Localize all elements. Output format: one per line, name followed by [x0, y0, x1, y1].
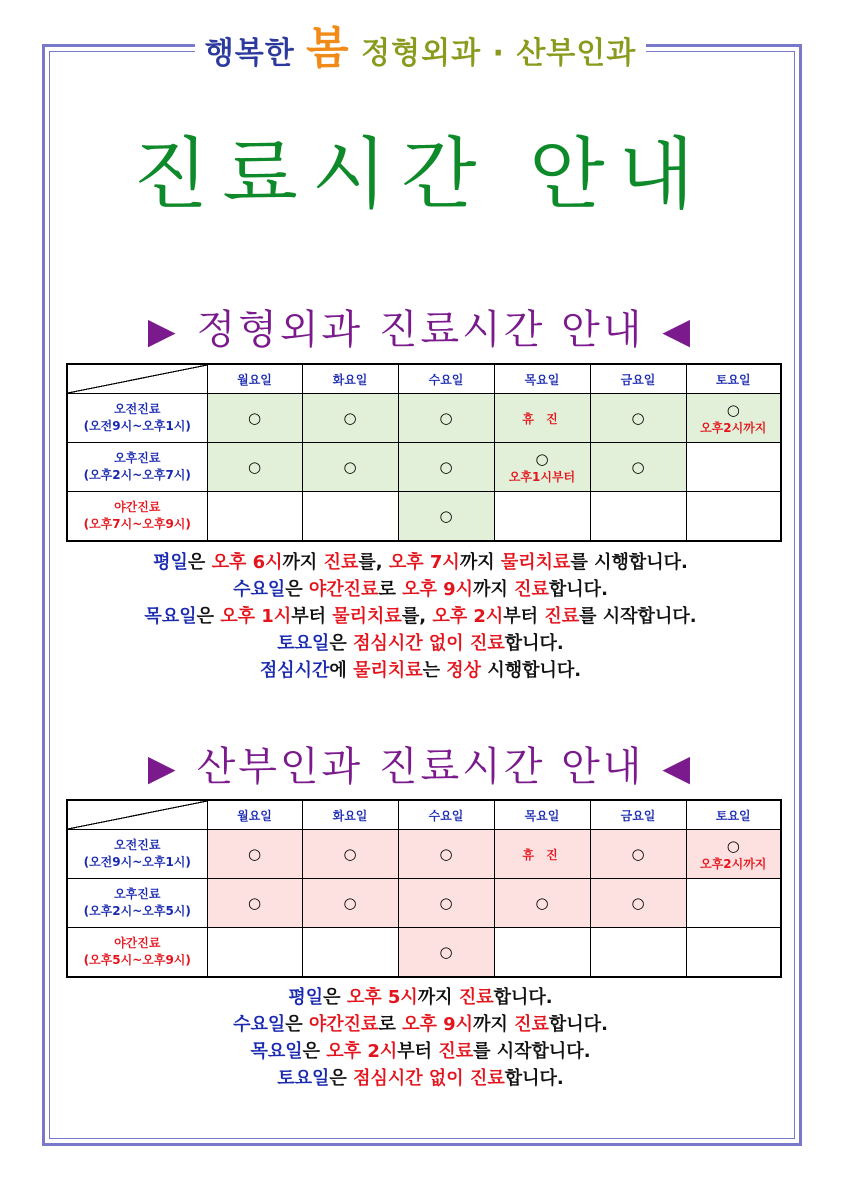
table-row — [67, 830, 781, 879]
day-header: 목요일 — [494, 800, 590, 830]
table-row — [67, 879, 781, 928]
row-header — [67, 394, 207, 443]
note-line — [0, 576, 841, 603]
note-segment: 로 — [378, 579, 403, 600]
note-segment: 까지 — [473, 579, 515, 600]
table-row — [67, 492, 781, 542]
schedule-cell — [686, 879, 781, 928]
open-mark: ○ — [343, 458, 357, 476]
note-segment: 를 시작합니다. — [579, 606, 697, 627]
note-segment: 정상 — [446, 660, 482, 681]
note-segment: 오후 6시 — [211, 552, 283, 573]
schedule-cell — [494, 492, 590, 542]
note-segment: 수요일 — [233, 1014, 286, 1035]
open-mark: ○ — [631, 894, 645, 912]
open-mark: ○ — [439, 943, 453, 961]
closed-label: 휴 진 — [522, 411, 562, 426]
schedule-cell — [302, 879, 398, 928]
note-segment: 야간진료 — [308, 579, 379, 600]
schedule-cell — [398, 443, 494, 492]
day-header: 수요일 — [398, 800, 494, 830]
day-header: 화요일 — [302, 800, 398, 830]
schedule-cell — [590, 830, 686, 879]
arrow-right-icon: ▶ — [147, 748, 179, 789]
note-segment: 는 — [422, 660, 447, 681]
schedule-cell — [302, 830, 398, 879]
schedule-cell — [494, 394, 590, 443]
note-segment: 물리치료 — [353, 660, 423, 681]
page-title: 진료시간 안내 — [133, 130, 708, 220]
schedule-cell — [207, 879, 302, 928]
note-segment: 은 — [285, 579, 309, 600]
note-segment: 진료 — [544, 606, 580, 627]
note-line — [0, 549, 841, 576]
note-segment: 진료 — [323, 552, 359, 573]
session-name: 야간진료 — [114, 936, 161, 950]
closed-label: 휴 진 — [522, 847, 562, 862]
session-time: (오후5시~오후9시) — [83, 953, 191, 967]
note-segment: 진료 — [514, 1014, 549, 1035]
note-segment: 평일 — [153, 552, 188, 573]
open-mark: ○ — [343, 894, 357, 912]
note-segment: 합니다. — [548, 1014, 608, 1035]
table-row — [67, 443, 781, 492]
open-mark: ○ — [247, 458, 262, 476]
note-segment: 물리치료 — [500, 552, 571, 573]
cell-note: 오후1시부터 — [508, 469, 576, 484]
note-segment: 합니다. — [548, 579, 608, 600]
row-header — [67, 830, 207, 879]
header-bom: 봄 — [306, 23, 350, 74]
note-segment: 시행합니다. — [481, 660, 582, 681]
note-segment: 합니다. — [504, 1068, 564, 1089]
arrow-right-icon: ▶ — [147, 311, 179, 352]
note-segment: 까지 — [459, 552, 501, 573]
open-mark: ○ — [631, 845, 645, 863]
schedule-cell — [590, 443, 686, 492]
ortho-notes — [0, 549, 841, 684]
note-line — [0, 657, 841, 684]
note-segment: 까지 — [417, 987, 459, 1008]
note-segment: 진료 — [514, 579, 549, 600]
day-header: 목요일 — [494, 364, 590, 394]
header-prefix: 행복한 — [204, 36, 295, 71]
open-mark: ○ — [439, 894, 453, 912]
note-segment: 야간진료 — [308, 1014, 379, 1035]
open-mark: ○ — [631, 409, 645, 427]
open-mark: ○ — [439, 845, 453, 863]
note-line — [0, 1038, 841, 1065]
note-line — [0, 1065, 841, 1092]
schedule-cell — [207, 443, 302, 492]
corner-cell — [67, 364, 207, 394]
schedule-cell — [207, 830, 302, 879]
note-segment: 오후 1시 — [220, 606, 292, 627]
note-segment: 점심시간 — [259, 660, 330, 681]
note-segment: 은 — [187, 552, 212, 573]
day-header: 금요일 — [590, 364, 686, 394]
table-row — [67, 394, 781, 443]
note-segment: 부터 — [503, 606, 545, 627]
schedule-cell — [590, 394, 686, 443]
schedule-cell — [207, 492, 302, 542]
session-time: (오전9시~오후1시) — [83, 419, 191, 433]
open-mark: ○ — [247, 894, 262, 912]
note-segment: 를, — [358, 552, 389, 573]
clinic-header — [0, 12, 841, 76]
open-mark: ○ — [726, 836, 740, 855]
open-mark: ○ — [343, 845, 357, 863]
header-row — [67, 800, 781, 830]
note-segment: 에 — [329, 660, 354, 681]
schedule-cell — [494, 443, 590, 492]
note-segment: 물리치료 — [332, 606, 402, 627]
session-name: 오후진료 — [114, 451, 161, 465]
note-segment: 토요일 — [277, 633, 330, 654]
note-segment: 은 — [285, 1014, 309, 1035]
open-mark: ○ — [439, 507, 453, 525]
note-line — [0, 984, 841, 1011]
note-segment: 은 — [323, 987, 347, 1008]
open-mark: ○ — [247, 409, 262, 427]
arrow-left-icon: ◀ — [662, 311, 694, 352]
schedule-cell — [398, 492, 494, 542]
session-name: 오후진료 — [114, 887, 161, 901]
header-row — [67, 364, 781, 394]
cell-note: 오후2시까지 — [700, 420, 767, 435]
note-segment: 까지 — [473, 1014, 515, 1035]
obgyn-schedule-table — [66, 799, 782, 978]
note-segment: 오후 2시 — [432, 606, 504, 627]
header-suffix: 정형외과 · 산부인과 — [361, 36, 637, 71]
note-segment: 부터 — [397, 1041, 439, 1062]
table-row — [67, 928, 781, 978]
row-header — [67, 492, 207, 542]
note-segment: 오후 9시 — [402, 579, 474, 600]
schedule-cell — [398, 394, 494, 443]
open-mark: ○ — [439, 458, 453, 476]
session-time: (오후7시~오후9시) — [83, 517, 191, 531]
note-segment: 부터 — [291, 606, 333, 627]
schedule-cell — [590, 928, 686, 978]
schedule-cell — [686, 394, 781, 443]
day-header: 토요일 — [686, 364, 781, 394]
day-header: 월요일 — [207, 800, 302, 830]
note-segment: 평일 — [288, 987, 324, 1008]
note-segment: 점심시간 없이 진료 — [353, 1068, 505, 1089]
session-time: (오전9시~오후1시) — [83, 855, 191, 869]
note-segment: 진료 — [438, 1041, 474, 1062]
obgyn-notes — [0, 984, 841, 1092]
open-mark: ○ — [535, 894, 549, 912]
schedule-cell — [398, 928, 494, 978]
note-line — [0, 630, 841, 657]
open-mark: ○ — [343, 409, 357, 427]
day-header: 금요일 — [590, 800, 686, 830]
note-segment: 은 — [329, 1068, 354, 1089]
note-line — [0, 1011, 841, 1038]
note-segment: 진료 — [458, 987, 494, 1008]
session-name: 오전진료 — [114, 838, 161, 852]
open-mark: ○ — [247, 845, 262, 863]
session-time: (오후2시~오후7시) — [83, 468, 191, 482]
schedule-cell — [686, 492, 781, 542]
obgyn-title-text: 산부인과 진료시간 안내 — [196, 744, 645, 790]
day-header: 화요일 — [302, 364, 398, 394]
note-segment: 를 시행합니다. — [570, 552, 688, 573]
note-segment: 점심시간 없이 진료 — [353, 633, 505, 654]
note-segment: 합니다. — [504, 633, 564, 654]
open-mark: ○ — [726, 400, 740, 419]
obgyn-section-title — [0, 735, 841, 792]
note-segment: 오후 2시 — [326, 1041, 398, 1062]
row-header — [67, 879, 207, 928]
schedule-cell — [398, 879, 494, 928]
note-segment: 오후 7시 — [388, 552, 460, 573]
schedule-cell — [686, 928, 781, 978]
note-segment: 오후 5시 — [346, 987, 418, 1008]
schedule-cell — [590, 492, 686, 542]
open-mark: ○ — [631, 458, 645, 476]
note-segment: 까지 — [282, 552, 324, 573]
corner-cell — [67, 800, 207, 830]
schedule-cell — [494, 928, 590, 978]
note-segment: 를, — [401, 606, 433, 627]
note-segment: 오후 9시 — [402, 1014, 474, 1035]
note-segment: 목요일 — [250, 1041, 303, 1062]
schedule-cell — [302, 492, 398, 542]
session-name: 오전진료 — [114, 402, 161, 416]
session-time: (오후2시~오후5시) — [83, 904, 191, 918]
open-mark: ○ — [535, 449, 549, 468]
schedule-cell — [207, 928, 302, 978]
open-mark: ○ — [439, 409, 453, 427]
schedule-cell — [686, 443, 781, 492]
schedule-cell — [494, 879, 590, 928]
note-segment: 은 — [302, 1041, 327, 1062]
schedule-cell — [302, 394, 398, 443]
note-segment: 은 — [196, 606, 221, 627]
note-segment: 은 — [329, 633, 354, 654]
row-header — [67, 443, 207, 492]
cell-note: 오후2시까지 — [700, 856, 767, 871]
note-segment: 합니다. — [493, 987, 553, 1008]
arrow-left-icon: ◀ — [662, 748, 694, 789]
day-header: 월요일 — [207, 364, 302, 394]
ortho-schedule-table — [66, 363, 782, 542]
note-segment: 토요일 — [277, 1068, 330, 1089]
note-segment: 수요일 — [233, 579, 286, 600]
note-line — [0, 603, 841, 630]
note-segment: 목요일 — [144, 606, 197, 627]
schedule-cell — [494, 830, 590, 879]
ortho-section-title — [0, 298, 841, 355]
schedule-cell — [590, 879, 686, 928]
schedule-cell — [302, 443, 398, 492]
session-name: 야간진료 — [114, 500, 161, 514]
note-segment: 로 — [378, 1014, 403, 1035]
ortho-title-text: 정형외과 진료시간 안내 — [196, 307, 645, 353]
day-header: 수요일 — [398, 364, 494, 394]
schedule-cell — [302, 928, 398, 978]
note-segment: 를 시작합니다. — [473, 1041, 591, 1062]
row-header — [67, 928, 207, 978]
day-header: 토요일 — [686, 800, 781, 830]
schedule-cell — [398, 830, 494, 879]
schedule-cell — [686, 830, 781, 879]
schedule-cell — [207, 394, 302, 443]
